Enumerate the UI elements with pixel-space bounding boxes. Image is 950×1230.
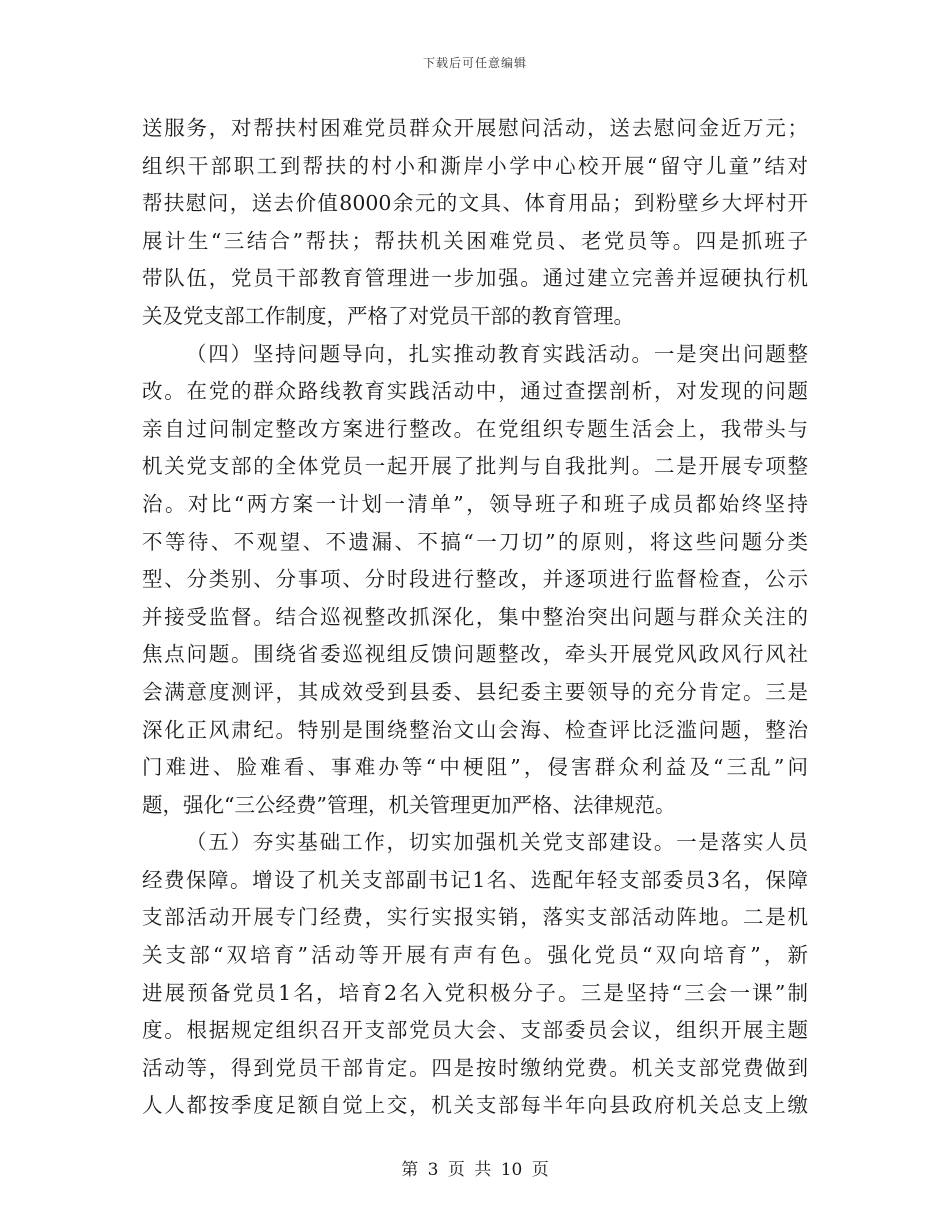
text-line: 型、分类别、分事项、分时段进行整改，并逐项进行监督检查，公示 — [142, 567, 808, 592]
page-header: 下载后可任意编辑 — [422, 56, 527, 70]
text-line: 题，强化“三公经费”管理，机关管理更加严格、法律规范。 — [142, 792, 676, 817]
text-line: 经费保障。增设了机关支部副书记1名、选配年轻支部委员3名，保障 — [142, 867, 808, 892]
paragraph-3 — [142, 824, 808, 1125]
text-line: 活动等，得到党员干部肯定。四是按时缴纳党费。机关支部党费做到 — [142, 1055, 808, 1080]
text-line: 亲自过问制定整改方案进行整改。在党组织专题生活会上，我带头与 — [142, 416, 808, 441]
text-line: 进展预备党员1名，培育2名入党积极分子。三是坚持“三会一课”制 — [142, 980, 808, 1005]
text-line: 人人都按季度足额自觉上交，机关支部每半年向县政府机关总支上缴 — [142, 1093, 808, 1118]
text-line: 会满意度测评，其成效受到县委、县纪委主要领导的充分肯定。三是 — [142, 679, 808, 704]
text-line: 门难进、脸难看、事难办等“中梗阻”，侵害群众利益及“三乱”问 — [142, 755, 808, 780]
text-line: 机关党支部的全体党员一起开展了批判与自我批判。二是开展专项整 — [142, 454, 808, 479]
paragraph-2 — [142, 336, 808, 825]
text-line: 治。对比“两方案一计划一清单”，领导班子和班子成员都始终坚持 — [142, 491, 808, 516]
text-line: 度。根据规定组织召开支部党员大会、支部委员会议，组织开展主题 — [142, 1018, 808, 1043]
paragraph-1 — [142, 110, 808, 336]
text-line: 改。在党的群众路线教育实践活动中，通过查摆剖析，对发现的问题 — [142, 379, 808, 404]
text-line: 带队伍，党员干部教育管理进一步加强。通过建立完善并逗硬执行机 — [142, 266, 808, 291]
text-line: 送服务，对帮扶村困难党员群众开展慰问活动，送去慰问金近万元； — [142, 116, 808, 140]
text-line: 展计生“三结合”帮扶；帮扶机关困难党员、老党员等。四是抓班子 — [142, 228, 808, 253]
page-number-footer: 第 3 页 共 10 页 — [401, 1160, 549, 1180]
document-body — [142, 110, 808, 1125]
text-line: （五）夯实基础工作，切实加强机关党支部建设。一是落实人员 — [186, 830, 808, 855]
text-line: 不等待、不观望、不遗漏、不搞“一刀切”的原则，将这些问题分类 — [142, 529, 808, 554]
text-line: 支部活动开展专门经费，实行实报实销，落实支部活动阵地。二是机 — [142, 905, 808, 930]
text-line: 组织干部职工到帮扶的村小和澌岸小学中心校开展“留守儿童”结对 — [142, 153, 808, 178]
text-line: 深化正风肃纪。特别是围绕整治文山会海、检查评比泛滥问题，整治 — [142, 717, 808, 742]
text-line: 帮扶慰问，送去价值8000余元的文具、体育用品；到粉壁乡大坪村开 — [142, 191, 808, 216]
text-line: 关支部“双培育”活动等开展有声有色。强化党员“双向培育”，新 — [142, 943, 808, 968]
text-line: 并接受监督。结合巡视整改抓深化，集中整治突出问题与群众关注的 — [142, 604, 808, 629]
text-line: 关及党支部工作制度，严格了对党员干部的教育管理。 — [142, 303, 634, 328]
text-line: 焦点问题。围绕省委巡视组反馈问题整改，牵头开展党风政风行风社 — [142, 642, 808, 667]
text-line: （四）坚持问题导向，扎实推动教育实践活动。一是突出问题整 — [186, 341, 808, 366]
